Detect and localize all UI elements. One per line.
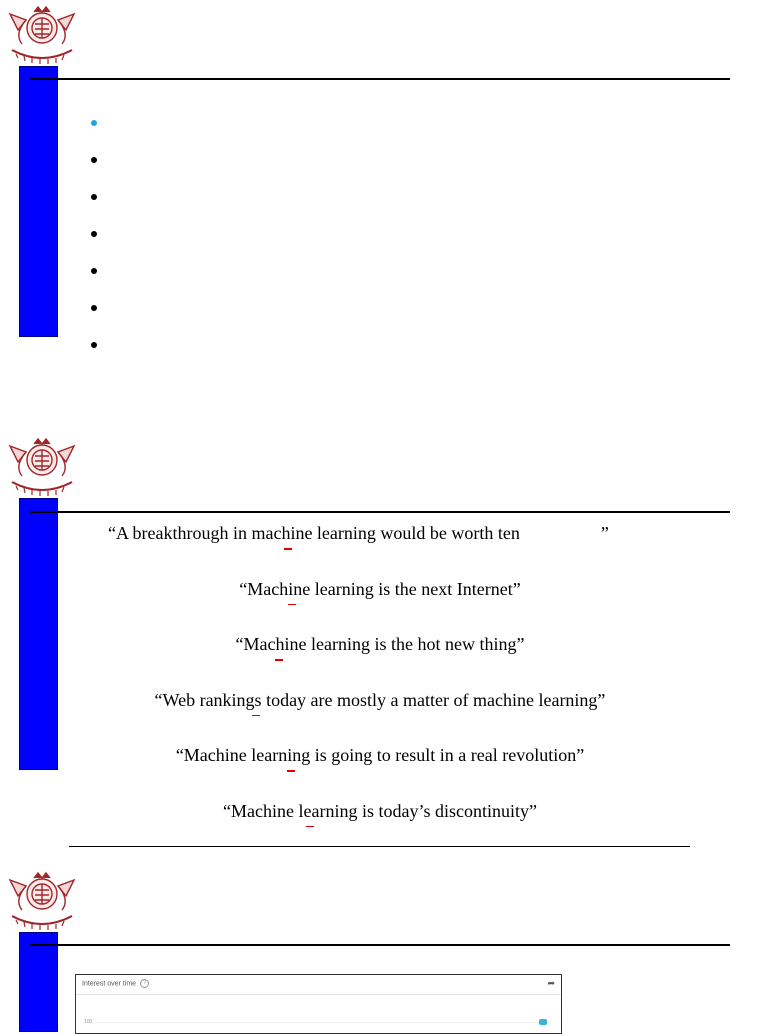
bottom-rule bbox=[69, 846, 690, 847]
series-marker bbox=[539, 1019, 547, 1025]
quote-text: “Machine learning is the next Internet” bbox=[239, 578, 521, 599]
university-logo-icon bbox=[4, 436, 80, 500]
university-logo-icon bbox=[4, 4, 80, 68]
quote-item bbox=[60, 633, 700, 689]
slide-3 bbox=[0, 866, 768, 1024]
title-rule bbox=[30, 78, 730, 80]
card-header bbox=[82, 979, 149, 988]
bullet-icon bbox=[91, 157, 97, 163]
quote-text: “Machine learning is today’s discontinuity” bbox=[223, 800, 537, 821]
quote-item bbox=[60, 522, 700, 578]
attribution-dash bbox=[288, 604, 296, 606]
quote-item bbox=[60, 744, 700, 800]
quote-item bbox=[60, 578, 700, 634]
slide-2 bbox=[0, 432, 768, 862]
blue-sidebar bbox=[19, 932, 58, 1032]
y-axis-tick: 100 bbox=[84, 1019, 93, 1025]
quote-text: “Web rankings today are mostly a matter of machine learning” bbox=[154, 689, 606, 710]
quote-text: “Machine learning is going to result in a real revolution” bbox=[175, 745, 585, 765]
quote-item bbox=[60, 689, 700, 745]
quote-text: “Machine learning is the hot new thing” bbox=[235, 634, 525, 654]
attribution-dash bbox=[284, 548, 292, 550]
interest-over-time-card bbox=[75, 974, 562, 1034]
grid-line bbox=[94, 1022, 543, 1023]
university-logo-icon bbox=[4, 870, 80, 934]
slide-1 bbox=[0, 0, 768, 420]
share-icon[interactable]: ➦ bbox=[547, 978, 555, 988]
attribution-dash bbox=[306, 826, 314, 828]
blue-sidebar bbox=[19, 498, 58, 770]
card-title: Interest over time bbox=[82, 980, 137, 988]
title-rule bbox=[30, 944, 730, 946]
quote-list bbox=[60, 522, 700, 855]
bullet-icon bbox=[91, 268, 97, 274]
title-rule bbox=[30, 511, 730, 513]
attribution-dash bbox=[287, 770, 295, 772]
card-separator bbox=[76, 994, 561, 995]
bullet-icon bbox=[91, 120, 97, 126]
attribution-dash bbox=[275, 659, 283, 661]
bullet-icon bbox=[91, 342, 97, 348]
bullet-icon bbox=[91, 305, 97, 311]
bullet-icon bbox=[91, 194, 97, 200]
blue-sidebar bbox=[19, 66, 58, 337]
attribution-dash bbox=[252, 715, 260, 717]
bullet-icon bbox=[91, 231, 97, 237]
help-icon[interactable]: ? bbox=[140, 979, 149, 988]
quote-text: “A breakthrough in machine learning would be worth ten ” bbox=[108, 523, 609, 543]
